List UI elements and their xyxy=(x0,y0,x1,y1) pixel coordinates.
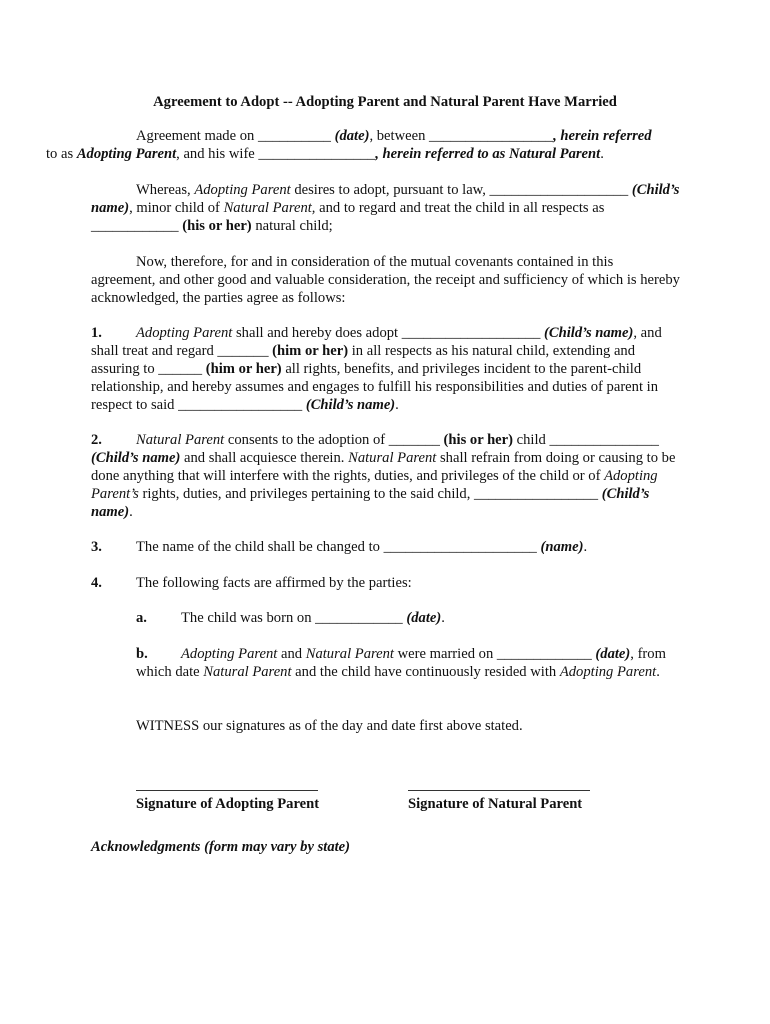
adopting-parent-term: Adopting Parent xyxy=(559,664,657,680)
text: . xyxy=(129,504,133,520)
adopting-parents-term: Adopting Parent’s xyxy=(91,468,658,502)
adopting-parent-term: Adopting Parent xyxy=(136,325,233,341)
section-number: 4. xyxy=(91,575,102,591)
adopting-parent-signature-label: Signature of Adopting Parent xyxy=(136,796,320,812)
subsection-letter: a. xyxy=(136,610,147,626)
section-2 xyxy=(91,431,681,521)
text: child _______________ xyxy=(513,432,659,448)
him-or-her-placeholder: (him or her) xyxy=(272,343,349,359)
text: . xyxy=(600,146,604,162)
childs-name-placeholder: (Child’s name) xyxy=(305,397,396,413)
childs-name-placeholder: (Child’s name) xyxy=(544,325,634,341)
text: , minor child of xyxy=(129,200,224,216)
text: The name of the child shall be changed to _____________________ xyxy=(136,539,541,555)
date-placeholder: (date) xyxy=(595,646,631,662)
section-number: 2. xyxy=(91,432,102,448)
section-number: 3. xyxy=(91,539,102,555)
subsection-a xyxy=(136,609,681,627)
natural-parent-term: Natural Parent xyxy=(508,146,601,162)
text: The following facts are affirmed by the parties: xyxy=(136,575,412,591)
text: . xyxy=(656,664,660,680)
text: , and shall treat and regard _______ xyxy=(91,325,662,359)
adopting-parent-term: Adopting Parent xyxy=(76,146,177,162)
witness-statement: WITNESS our signatures as of the day and date first above stated. xyxy=(136,718,523,734)
text: , and his wife ________________ xyxy=(176,146,376,162)
text: and shall acquiesce therein. xyxy=(180,450,349,466)
his-or-her-placeholder: (his or her) xyxy=(443,432,513,448)
natural-parent-signature-label: Signature of Natural Parent xyxy=(408,796,583,812)
subsection-letter: b. xyxy=(136,646,148,662)
childs-name-placeholder: (Child’s name) xyxy=(91,450,181,466)
natural-parent-term: Natural Parent xyxy=(305,646,394,662)
natural-parent-term: Natural Parent xyxy=(348,450,437,466)
text: Whereas, xyxy=(136,182,195,198)
section-1 xyxy=(91,324,681,414)
text: . xyxy=(395,397,399,413)
section-number: 1. xyxy=(91,325,102,341)
text: consents to the adoption of _______ xyxy=(224,432,444,448)
name-placeholder: (name) xyxy=(540,539,584,555)
natural-parent-term: Natural Parent, xyxy=(223,200,316,216)
now-therefore-paragraph: Now, therefore, for and in consideration of the mutual covenants contained in this agreement, and other good and valuable consideration, the receipt and sufficiency of which is hereby acknowledged, the parties agree as follows: xyxy=(91,254,680,306)
subsection-b xyxy=(136,645,681,681)
adopting-parent-signature-line[interactable] xyxy=(136,790,318,791)
childs-name-placeholder: (Child’s name) xyxy=(91,182,680,216)
document-title: Agreement to Adopt -- Adopting Parent and Natural Parent Have Married xyxy=(153,94,617,110)
text: and to regard and treat the child in all respects as ____________ xyxy=(91,200,605,234)
text: to as xyxy=(46,146,77,162)
text: were married on _____________ xyxy=(393,646,596,662)
text: natural child; xyxy=(251,218,333,234)
adopting-parent-term: Adopting Parent xyxy=(194,182,291,198)
text: . xyxy=(441,610,445,626)
text: in all respects as his natural child, extending and assuring to ______ xyxy=(91,343,636,377)
childs-name-placeholder: (Child’s name) xyxy=(91,486,650,520)
natural-parent-term: Natural Parent xyxy=(136,432,225,448)
section-4 xyxy=(91,574,681,592)
text: all rights, benefits, and privileges incident to the parent-child relationship, and hereby assumes and engages to fulfill his responsibilities and duties of parent in respect to said _________________ xyxy=(91,361,659,413)
acknowledgments-heading: Acknowledgments (form may vary by state) xyxy=(91,839,351,855)
his-or-her-placeholder: (his or her) xyxy=(182,218,252,234)
whereas-paragraph xyxy=(91,181,681,235)
text: , herein referred to as xyxy=(375,146,509,162)
text: , between _________________ xyxy=(369,128,554,144)
adopting-parent-term: Adopting Parent xyxy=(181,646,278,662)
natural-parent-signature-line[interactable] xyxy=(408,790,590,791)
text: rights, duties, and privileges pertaining to the said child, _________________ xyxy=(138,486,602,502)
text: shall refrain from doing or causing to be done anything that will interfere with the rights, duties, and privileges of the child or of xyxy=(91,450,676,484)
date-placeholder: (date) xyxy=(334,128,370,144)
text: The child was born on ____________ xyxy=(181,610,407,626)
text: desires to adopt, pursuant to law, ___________________ xyxy=(290,182,629,198)
text: shall and hereby does adopt ___________________ xyxy=(232,325,545,341)
section-3 xyxy=(91,538,681,556)
text: , herein referred xyxy=(553,128,652,144)
text: , from which date xyxy=(136,646,666,680)
text: Agreement made on __________ xyxy=(136,128,335,144)
text: and the child have continuously resided with xyxy=(291,664,560,680)
him-or-her-placeholder: (him or her) xyxy=(205,361,282,377)
date-placeholder: (date) xyxy=(406,610,442,626)
text: . xyxy=(583,539,588,555)
text: and xyxy=(277,646,306,662)
agreement-intro-paragraph xyxy=(46,127,681,163)
natural-parent-term: Natural Parent xyxy=(203,664,292,680)
